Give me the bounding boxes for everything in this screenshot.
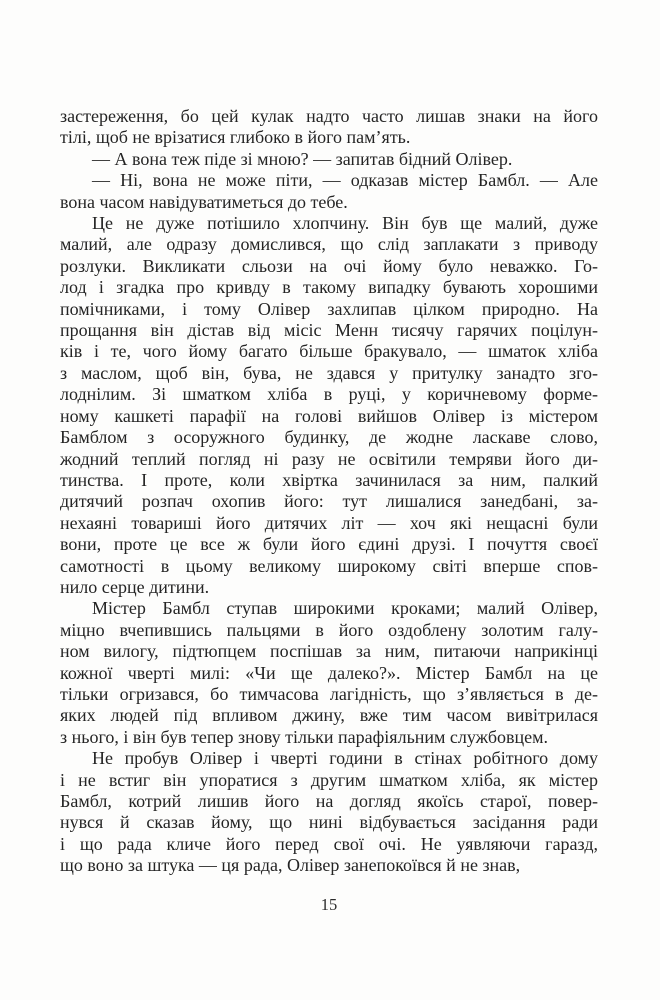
text-line: застереження, бо цей кулак надто часто лишав знаки на його bbox=[60, 106, 598, 126]
text-line: ном вилогу, підтюпцем поспішав за ним, питаючи наприкінці bbox=[60, 641, 598, 662]
text-line: міцно вчепившись пальцями в його оздоблену золотим галу- bbox=[60, 619, 598, 640]
text-line: тілі, щоб не врізатися глибоко в його пам’ять. bbox=[60, 127, 411, 148]
text-line: прощання він дістав від місіс Менн тисячу гарячих поцілун- bbox=[60, 320, 598, 341]
text-line: Це не дуже потішило хлопчину. Він був ще малий, дуже bbox=[92, 213, 598, 234]
text-line: малий, але одразу домислився, що слід заплакати з приводу bbox=[60, 234, 598, 255]
text-line: кожної чверті милі: «Чи ще далеко?». Містер Бамбл на це bbox=[60, 662, 598, 683]
text-line: лоднілим. Зі шматком хліба в руці, у коричневому форме- bbox=[60, 384, 598, 405]
text-line: тинства. І проте, коли хвіртка зачинилася за ним, палкий bbox=[60, 469, 598, 490]
text-line: — Ні, вона не може піти, — одказав містер Бамбл. — Але bbox=[92, 170, 598, 191]
text-line: помічниками, і тому Олівер захлипав цілком природно. На bbox=[60, 298, 598, 319]
text-block bbox=[60, 106, 598, 877]
text-line: Не пробув Олівер і чверті години в стінах робітного дому bbox=[92, 748, 598, 769]
text-line: нило серце дитини. bbox=[60, 576, 210, 597]
text-line: — А вона теж піде зі мною? — запитав бідний Олівер. bbox=[92, 148, 513, 169]
text-line: яких людей під впливом джину, вже тим часом вивітрилася bbox=[60, 705, 598, 726]
text-line: Бамбл, котрий лишив його на догляд якоїсь старої, повер- bbox=[60, 791, 598, 811]
text-line: нувся й сказав йому, що нині відбувається засідання ради bbox=[60, 812, 598, 833]
text-line: вони, проте це все ж були його єдині друзі. І почуття своєї bbox=[60, 534, 598, 555]
text-line: що воно за штука — ця рада, Олівер занепокоївся й не знав, bbox=[60, 855, 521, 876]
page-number: 15 bbox=[320, 895, 338, 914]
text-line: лод і згадка про кривду в такому випадку бувають хорошими bbox=[60, 277, 598, 298]
text-line: дитячий розпач охопив його: тут лишалися занедбані, за- bbox=[60, 491, 598, 512]
text-line: з нього, і він був тепер знову тільки парафіяльним службовцем. bbox=[60, 726, 549, 747]
text-line: Бамблом з осоружного будинку, де жодне ласкаве слово, bbox=[60, 427, 598, 448]
text-line: і що рада кличе його перед свої очі. Не уявляючи гаразд, bbox=[60, 833, 598, 854]
text-line: жодний теплий погляд ні разу не освітили темряви його ди- bbox=[60, 448, 598, 469]
text-line: самотності в цьому великому широкому світі вперше спов- bbox=[60, 555, 598, 576]
text-line: ному кашкеті парафії на голові вийшов Олівер із містером bbox=[60, 405, 598, 426]
text-line: нехаяні товариші його дитячих літ — хоч які нещасні були bbox=[60, 512, 598, 533]
text-line: тільки огризався, бо тимчасова лагідність, що з’являється в де- bbox=[60, 683, 598, 704]
text-line: і не встиг він упоратися з другим шматком хліба, як містер bbox=[60, 769, 598, 790]
text-line: Містер Бамбл ступав широкими кроками; малий Олівер, bbox=[92, 598, 598, 619]
text-line: вона часом навідуватиметься до тебе. bbox=[60, 191, 348, 212]
text-line: з маслом, щоб він, бува, не здався у притулку занадто зго- bbox=[60, 362, 598, 383]
text-line: ків і те, чого йому багато більше бракувало, — шматок хліба bbox=[60, 341, 598, 362]
text-line: розлуки. Викликати сльози на очі йому було неважко. Го- bbox=[60, 255, 598, 276]
